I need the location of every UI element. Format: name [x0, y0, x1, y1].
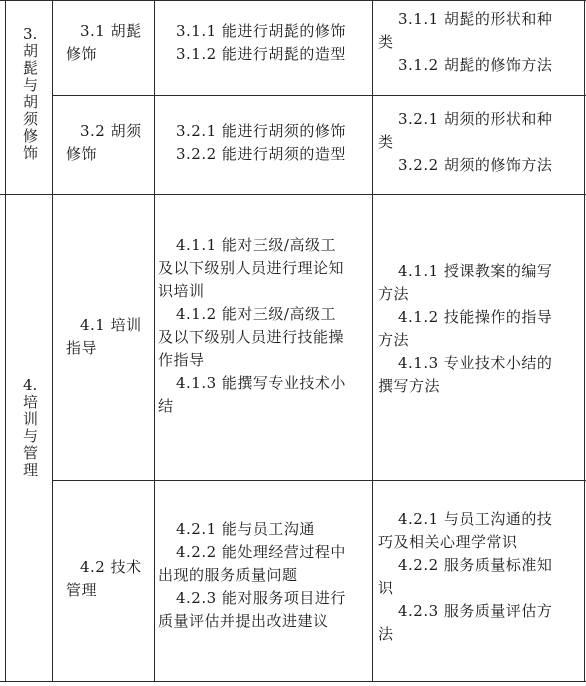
- category-char: 髭: [23, 59, 39, 77]
- knowledge-cell: [378, 108, 582, 177]
- text-line: 4.1.3 能撰写专业技术小: [176, 374, 346, 392]
- text-line: 4.1.1 能对三级/高级工: [176, 236, 336, 254]
- category-4-label: [23, 377, 43, 479]
- text-line: 3.1.2 能进行胡髭的造型: [176, 45, 346, 63]
- text-line: 4.2.2 能处理经营过程中: [176, 543, 346, 561]
- category-char: 饰: [23, 144, 39, 162]
- category-char: 须: [23, 110, 39, 128]
- category-char: 训: [23, 410, 39, 428]
- category-char: 与: [23, 427, 39, 445]
- text-line: 修饰: [66, 145, 98, 163]
- table-rule: [0, 194, 586, 195]
- knowledge-cell: [378, 260, 582, 398]
- text-line: 质量评估并提出改进建议: [158, 612, 329, 630]
- skills-cell: [176, 20, 370, 66]
- subcategory-title: [66, 20, 150, 66]
- text-line: 4.2.3 服务质量评估方: [398, 602, 553, 620]
- text-line: 3.2 胡须: [80, 122, 142, 140]
- subcategory-title: [66, 314, 150, 360]
- category-number: 3.: [23, 25, 38, 43]
- table-rule: [584, 0, 585, 682]
- category-char: 管: [23, 444, 39, 462]
- text-line: 4.2.2 服务质量标准知: [398, 556, 553, 574]
- text-line: 4.2.1 与员工沟通的技: [398, 510, 553, 528]
- category-char: 胡: [23, 93, 39, 111]
- table-rule: [52, 95, 586, 96]
- category-char: 胡: [23, 42, 39, 60]
- text-line: 类: [378, 133, 394, 151]
- text-line: 修饰: [66, 45, 98, 63]
- category-3-label: [23, 26, 43, 162]
- text-line: 4.1.3 专业技术小结的: [398, 354, 553, 372]
- text-line: 4.1.2 能对三级/高级工: [176, 305, 336, 323]
- table-rule: [52, 0, 53, 682]
- text-line: 3.2.2 胡须的修饰方法: [398, 156, 553, 174]
- skills-cell: [176, 120, 370, 166]
- text-line: 3.1.1 胡髭的形状和种: [398, 10, 553, 28]
- text-line: 4.2.1 能与员工沟通: [176, 520, 315, 538]
- text-line: 3.2.2 能进行胡须的造型: [176, 145, 346, 163]
- text-line: 3.1 胡髭: [80, 22, 142, 40]
- category-char: 培: [23, 393, 39, 411]
- text-line: 法: [378, 625, 394, 643]
- text-line: 作指导: [158, 351, 205, 369]
- knowledge-cell: [378, 8, 582, 77]
- category-char: 修: [23, 127, 39, 145]
- text-line: 3.2.1 胡须的形状和种: [398, 110, 553, 128]
- category-number: 4.: [23, 376, 38, 394]
- skills-cell: [158, 518, 370, 633]
- text-line: 4.1.1 授课教案的编写: [398, 262, 553, 280]
- category-char: 与: [23, 76, 39, 94]
- text-line: 3.1.2 胡髭的修饰方法: [398, 56, 553, 74]
- table-rule: [154, 0, 155, 682]
- subcategory-title: [66, 556, 150, 602]
- table-rule: [0, 681, 586, 682]
- text-line: 4.1.2 技能操作的指导: [398, 308, 553, 326]
- knowledge-cell: [378, 508, 582, 646]
- table-rule: [52, 480, 586, 481]
- text-line: 识培训: [158, 282, 205, 300]
- text-line: 4.2.3 能对服务项目进行: [176, 589, 346, 607]
- text-line: 4.1 培训: [80, 316, 142, 334]
- table-rule: [372, 0, 373, 682]
- text-line: 4.2 技术: [80, 558, 142, 576]
- text-line: 出现的服务质量问题: [158, 566, 298, 584]
- text-line: 及以下级别人员进行技能操: [158, 328, 345, 346]
- text-line: 结: [158, 397, 174, 415]
- text-line: 类: [378, 33, 394, 51]
- text-line: 方法: [378, 331, 410, 349]
- text-line: 方法: [378, 285, 410, 303]
- text-line: 管理: [66, 581, 98, 599]
- text-line: 撰写方法: [378, 377, 441, 395]
- table-rule: [0, 0, 586, 1]
- text-line: 3.2.1 能进行胡须的修饰: [176, 122, 346, 140]
- text-line: 3.1.1 能进行胡髭的修饰: [176, 22, 346, 40]
- skills-cell: [158, 234, 370, 418]
- text-line: 巧及相关心理学常识: [378, 533, 518, 551]
- text-line: 及以下级别人员进行理论知: [158, 259, 345, 277]
- text-line: 识: [378, 579, 394, 597]
- category-char: 理: [23, 461, 39, 479]
- subcategory-title: [66, 120, 150, 166]
- table-rule: [5, 0, 6, 682]
- text-line: 指导: [66, 339, 98, 357]
